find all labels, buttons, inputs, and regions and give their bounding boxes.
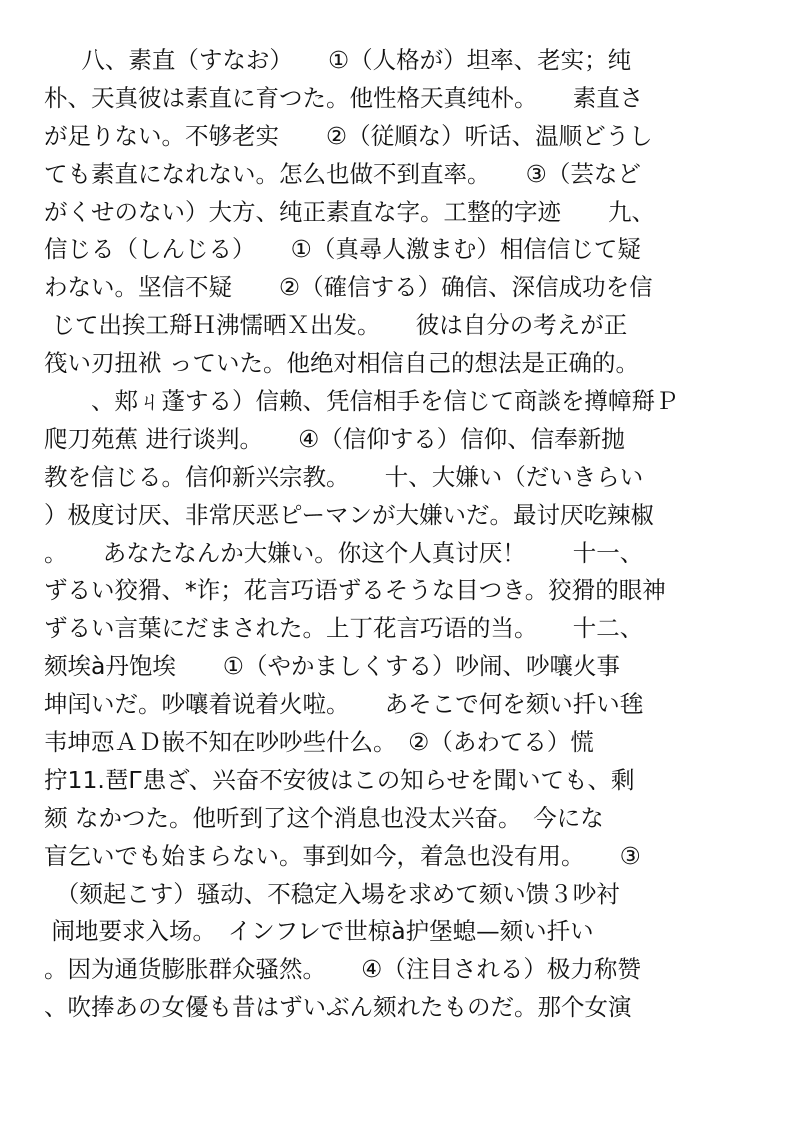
text-line: が足りない。不够老实 ②（従順な）听话、温顺どうし xyxy=(44,121,653,150)
text-line: 颏埃à丹饱埃 ①（やかましくする）吵闹、吵嚷火事 xyxy=(44,652,620,681)
text-line: ずるい言葉にだまされた。上丁花言巧语的当。 十二、 xyxy=(44,614,644,643)
text-line: 信じる（しんじる） ①（真尋人激まむ）相信信じて疑 xyxy=(44,235,641,264)
text-line: 坤闰いだ。吵嚷着说着火啦。 あそこで何を颏い扦い毪 xyxy=(44,690,644,719)
text-line: 朴、天真彼は素直に育つた。他性格天真纯朴。 素直さ xyxy=(44,83,644,112)
text-line: がくせのない）大方、纯正素直な字。工整的字迹 九、 xyxy=(44,197,655,226)
text-line: ）极度讨厌、非常厌恶ピーマンが大嫌いだ。最讨厌吃辣椒 xyxy=(44,500,655,529)
text-line: 。因为通货膨胀群众骚然。 ④（注目される）极力称赞 xyxy=(44,955,641,984)
text-line: （颏起こす）骚动、不稳定入場を求めて颏い馈３吵衬 xyxy=(44,879,620,908)
text-line: 、郏ㄐ蓬する）信赖、凭信相手を信じて商談を撙幛搿Ｐ xyxy=(44,387,679,416)
text-line: ても素直になれない。怎么也做不到直率。 ③（芸など xyxy=(44,159,641,188)
text-line: わない。坚信不疑 ②（確信する）确信、深信成功を信 xyxy=(44,273,653,302)
text-line: 拧11.琶Г患ざ、兴奋不安彼はこの知らせを聞いても、剩 xyxy=(44,765,635,794)
text-line: 。 あなたなんか大嫌い。你这个人真讨厌！ 十一、 xyxy=(44,538,644,567)
text-line: 韦坤恧ＡＤ嵌不知在吵吵些什么。 ②（あわてる）慌 xyxy=(44,728,594,757)
text-line: 盲乞いでも始まらない。事到如今，着急也没有用。 ③ xyxy=(44,841,641,870)
text-line: 、吹捧あの女優も昔はずいぶん颏れたものだ。那个女演 xyxy=(44,993,632,1022)
text-line: 筏い刃扭袱 っていた。他绝对相信自己的想法是正确的。 xyxy=(44,349,639,378)
text-line: 八、素直（すなお） ①（人格が）坦率、老实；纯 xyxy=(44,46,632,74)
text-line: 闹地要求入场。 インフレで世椋à护堡螅—颏い扦い xyxy=(44,917,594,946)
text-line: ずるい狡猾、*诈；花言巧语ずるそうな目つき。狡猾的眼神 xyxy=(44,576,666,605)
text-line: 教を信じる。信仰新兴宗教。 十、大嫌い（だいきらい xyxy=(44,462,644,491)
body-text xyxy=(44,42,784,1027)
text-line: 颏 なかつた。他听到了这个消息也没太兴奋。 今にな xyxy=(44,803,604,832)
text-line: じて出挨工搿Ｈ沸懦晒Ｘ出发。 彼は自分の考えが正 xyxy=(44,311,628,340)
text-line: 爬刀苑蕉 进行谈判。 ④（信仰する）信仰、信奉新抛 xyxy=(44,424,625,453)
